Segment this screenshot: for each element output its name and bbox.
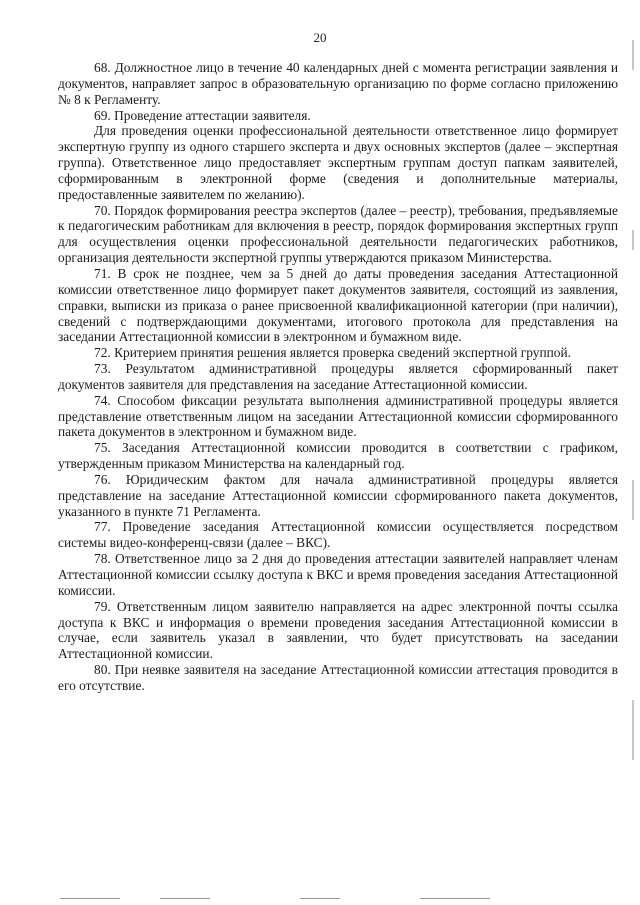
page-number: 20: [313, 30, 327, 45]
paragraph-69: 69. Проведение аттестации заявителя.: [94, 107, 311, 123]
scan-artifact-right-3: [632, 480, 634, 520]
scan-artifact-right-1: [632, 40, 634, 70]
paragraph-76: 76. Юридическим фактом для начала административной процедуры является представление на заседание Аттестационной комиссии сформированного пакета документов, указанного в пункте 71 Регламента.: [58, 471, 618, 519]
scan-artifact-bottom-2: [160, 898, 210, 899]
paragraph-77: 77. Проведение заседания Аттестационной комиссии осуществляется посредством системы видео-конференц-связи (далее – ВКС).: [58, 519, 618, 551]
paragraph-69-text: Для проведения оценки профессиональной деятельности ответственное лицо формирует экспертную группу из одного старшего эксперта и двух основных экспертов (далее – экспертная группа). Ответственное лицо предоставляет экспертным группам доступ папкам заявителей, сформированным в электронной форме (сведения и дополнительные материалы, предоставленные заявителем по желанию).: [58, 123, 618, 202]
scan-artifact-bottom-4: [420, 898, 490, 899]
paragraph-71: 71. В срок не позднее, чем за 5 дней до даты проведения заседания Аттестационной комиссии ответственное лицо формирует пакет документов заявителя, состоящий из заявления, справки, выписки из приказа о ранее присвоенной квалификационной категории (при наличии), сведений с подтверждающими документами, итогового протокола для представления на заседании Аттестационной комиссии в электронном и бумажном виде.: [58, 265, 618, 345]
paragraph-72: 72. Критерием принятия решения является проверка сведений экспертной группой.: [94, 345, 572, 361]
paragraph-68: 68. Должностное лицо в течение 40 календарных дней с момента регистрации заявления и документов, направляет запрос в образовательную организацию по форме согласно приложению № 8 к Регламенту.: [58, 60, 618, 107]
paragraph-73: 73. Результатом административной процедуры является сформированный пакет документов заявителя для представления на заседание Аттестационной комиссии.: [58, 361, 618, 392]
paragraph-78: 78. Ответственное лицо за 2 дня до проведения аттестации заявителей направляет членам Аттестационной комиссии ссылку доступа к ВКС и время проведения заседания Аттестационной комиссии.: [58, 551, 618, 598]
scan-artifact-bottom-3: [300, 898, 340, 899]
scan-artifact-right-2: [632, 230, 634, 250]
document-body: [58, 60, 618, 694]
paragraph-79: 79. Ответственным лицом заявителю направляется на адрес электронной почты ссылка доступа к ВКС и информация о времени проведения заседания Аттестационной комиссии в случае, если заявитель указал в заявлении, что будет присутствовать на заседании Аттестационной комиссии.: [58, 598, 618, 662]
paragraph-74: 74. Способом фиксации результата выполнения административной процедуры является представление ответственным лицом на заседании Аттестационной комиссии сформированного пакета документов в электронном и бумажном виде.: [58, 392, 618, 440]
paragraph-80: 80. При неявке заявителя на заседание Аттестационной комиссии аттестация проводится в его отсутствие.: [58, 662, 618, 693]
scan-artifact-right-4: [632, 700, 634, 760]
scan-artifact-bottom-1: [60, 898, 120, 899]
paragraph-70: 70. Порядок формирования реестра экспертов (далее – реестр), требования, предъявляемые к педагогическим работникам для включения в реестр, порядок формирования экспертных групп для осуществления оценки профессиональной деятельности педагогических работников, организация деятельности экспертной группы утверждаются приказом Министерства.: [58, 202, 618, 266]
paragraph-75: 75. Заседания Аттестационной комиссии проводится в соответствии с графиком, утвержденным приказом Министерства на календарный год.: [58, 440, 618, 472]
